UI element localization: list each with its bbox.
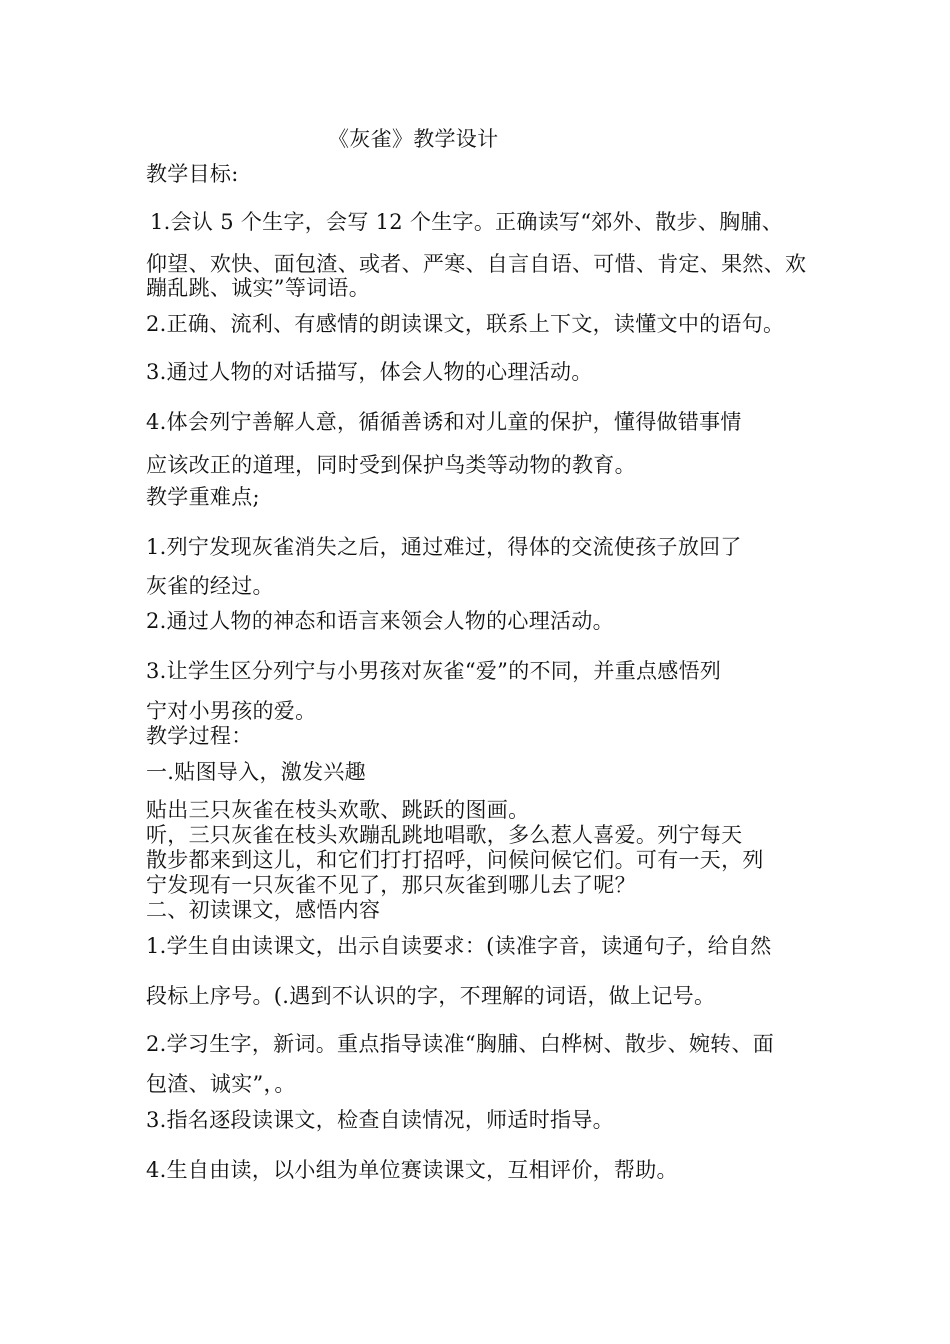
- text-line: 段标上序号。(.遇到不认识的字，不理解的词语，做上记号。: [146, 984, 716, 1008]
- text-line: 2.通过人物的神态和语言来领会人物的心理活动。: [146, 609, 614, 633]
- text-line: 包渣、诚实”，。: [146, 1072, 296, 1096]
- text-line: 3.指名逐段读课文，检查自读情况，师适时指导。: [146, 1108, 614, 1132]
- text-line: 1.会认 5 个生字，会写 12 个生字。正确读写“郊外、散步、胸脯、: [150, 210, 784, 234]
- text-line: 贴出三只灰雀在枝头欢歌、跳跃的图画。: [146, 798, 530, 822]
- section-heading: 一.贴图导入，激发兴趣: [146, 760, 366, 784]
- text-line: 1.列宁发现灰雀消失之后，通过难过，得体的交流使孩子放回了: [146, 535, 742, 559]
- text-line: 2.学习生字，新词。重点指导读准“胸脯、白桦树、散步、婉转、面: [146, 1032, 775, 1056]
- text-line: 应该改正的道理，同时受到保护鸟类等动物的教育。: [146, 453, 636, 477]
- text-line: 散步都来到这儿，和它们打打招呼，问候问候它们。可有一天，列: [146, 848, 764, 872]
- text-line: 仰望、欢快、面包渣、或者、严寒、自言自语、可惜、肯定、果然、欢: [146, 252, 807, 276]
- text-line: 2.正确、流利、有感情的朗读课文，联系上下文，读懂文中的语句。: [146, 312, 785, 336]
- text-line: 4.体会列宁善解人意，循循善诱和对儿童的保护，懂得做错事情: [146, 410, 742, 434]
- text-line: 3.让学生区分列宁与小男孩对灰雀“爱”的不同，并重点感悟列: [146, 659, 722, 683]
- text-line: 听，三只灰雀在枝头欢蹦乱跳地唱歌，多么惹人喜爱。列宁每天: [146, 823, 743, 847]
- document-title: 《灰雀》教学设计: [328, 127, 499, 151]
- text-line: 宁对小男孩的爱。: [146, 699, 317, 723]
- text-line: 宁发现有一只灰雀不见了，那只灰雀到哪儿去了呢？: [146, 873, 636, 897]
- text-line: 3.通过人物的对话描写，体会人物的心理活动。: [146, 360, 593, 384]
- text-line: 4.生自由读，以小组为单位赛读课文，互相评价，帮助。: [146, 1158, 678, 1182]
- heading-teaching-goals: 教学目标:: [146, 162, 239, 186]
- text-line: 蹦乱跳、诚实”等词语。: [146, 276, 371, 300]
- heading-key-points: 教学重难点;: [146, 485, 260, 509]
- text-line: 灰雀的经过。: [146, 574, 274, 598]
- text-line: 1.学生自由读课文，出示自读要求：(读准字音，读通句子，给自然: [146, 934, 772, 958]
- section-heading: 二、初读课文，感悟内容: [146, 898, 381, 922]
- heading-teaching-process: 教学过程：: [146, 724, 253, 748]
